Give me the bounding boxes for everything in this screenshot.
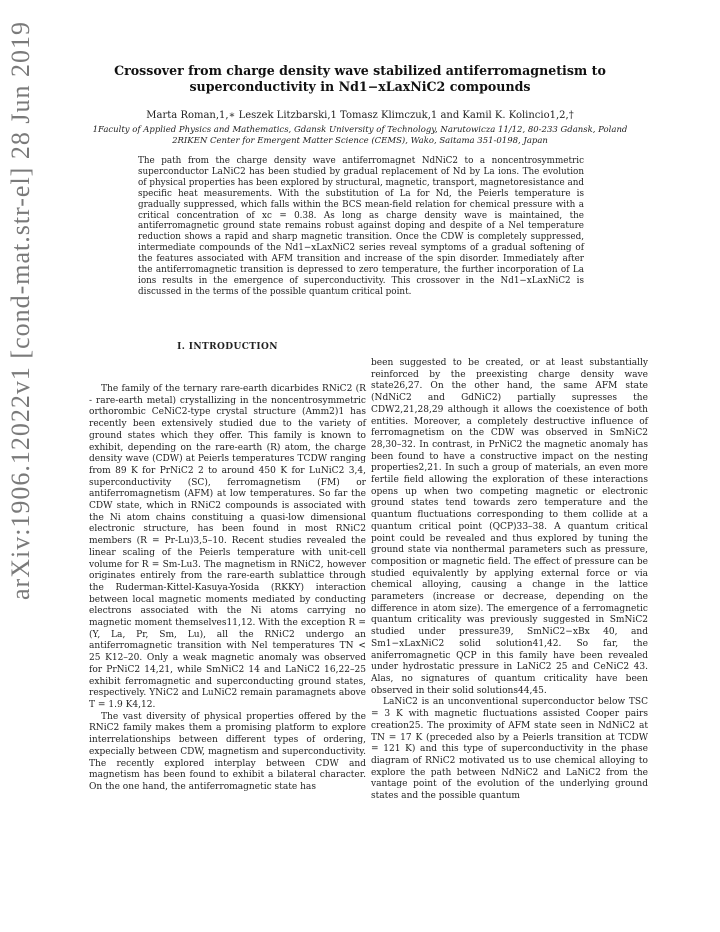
affiliation-2: 2RIKEN Center for Emergent Matter Science (CEMS), Wako, Saitama 351-0198, Japan [172, 136, 548, 146]
intro-paragraph-1: The family of the ternary rare-earth dicarbides RNiC2 (R - rare-earth metal) crystallizing in the noncentrosymmetric orthorombic CeNiC2-type crystal structure (Amm2)1 has recently been extensively studied due to the variety of ground states which they offer. This family is known to exhibit, depending on the rare-earth (R) atom, the charge density wave (CDW) at Peierls temperatures TCDW ranging from 89 K for PrNiC2 2 to around 450 K for LuNiC2 3,4, superconductivity (SC), ferromagnetism (FM) or antiferromagnetism (AFM) at low temperatures. So far the CDW state, which in RNiC2 compounds is associated with the Ni atom chains constituing a quasi-low dimensional electronic structure, has been found in most RNiC2 members (R = Pr-Lu)3,5–10. Recent studies revealed the linear scaling of the Peierls temperature with unit-cell volume for R = Sm-Lu3. The magnetism in RNiC2, however originates entirely from the rare-earth sublattice through the Ruderman-Kittel-Kasuya-Yosida (RKKY) interaction between local magnetic moments mediated by conducting electrons associated with the Ni atoms carrying no magnetic moment themselves11,12. With the exception R = (Y, La, Pr, Sm, Lu), all the RNiC2 undergo an antiferromagnetic transition with Nel temperatures TN < 25 K12–20. Only a weak magnetic anomaly was observed for PrNiC2 14,21, while SmNiC2 14 and LaNiC2 16,22–25 exhibit ferromagnetic and superconducting ground states, respectively. YNiC2 and LuNiC2 remain paramagnets above T = 1.9 K4,12. [89, 384, 366, 710]
left-column [89, 350, 366, 794]
intro-paragraph-2: The vast diversity of physical properties offered by the RNiC2 family makes them a promising platform to explore interrelationships between different types of ordering, expecially between CDW, magnetism and superconductivity. The recently explored interplay between CDW and magnetism has been found to exhibit a bilateral character. On the one hand, the antiferromagnetic state has [89, 711, 366, 792]
intro-paragraph-3: been suggested to be created, or at least substantially reinforced by the preexisting charge density wave state26,27. On the other hand, the same AFM state (NdNiC2 and GdNiC2) partially supresses the CDW2,21,28,29 although it allows the coexistence of both entities. Moreover, a completely destructive influence of ferromagnetism on the CDW was observed in SmNiC2 28,30–32. In contrast, in PrNiC2 the magnetic anomaly has been found to have a constructive impact on the nesting properties2,21. In such a group of materials, an even more fertile field allowing the exploration of these interactions opens up when two competing magnetic or electronic ground states tend towards zero temperature and the quantum fluctuations corresponding to them collide at a quantum critical point (QCP)33–38. A quantum critical point could be revealed and thus explored by tuning the ground state via nonthermal parameters such as pressure, composition or magnetic field. The effect of pressure can be studied equivalently by applying external force or via chemical alloying, causing a change in the lattice parameters (increase or decrease, depending on the difference in atom size). The emergence of a ferromagnetic quantum criticality was previously suggested in SmNiC2 studied under pressure39, SmNiC2−xBx 40, and Sm1−xLaxNiC2 solid solution41,42. So far, the aniferromagnetic QCP in this family have been revealed under hydrostatic pressure in LaNiC2 25 and CeNiC2 43. Alas, no signatures of quantum criticality have been observed in their solid solutions44,45. [371, 358, 648, 696]
arxiv-identifier-stamp: arXiv:1906.12022v1 [cond-mat.str-el] 28 Jun 2019 [6, 21, 35, 600]
author-list: Marta Roman,1,∗ Leszek Litzbarski,1 Tomasz Klimczuk,1 and Kamil K. Kolincio1,2,† [146, 110, 574, 121]
title-line-1: Crossover from charge density wave stabilized antiferromagnetism to [114, 63, 606, 78]
intro-paragraph-4: LaNiC2 is an unconventional superconductor below TSC = 3 K with magnetic fluctuations assisted Cooper pairs creation25. The proximity of AFM state seen in NdNiC2 at TN = 17 K (preceded also by a Peierls transition at TCDW = 121 K) and this type of superconductivity in the phase diagram of RNiC2 motivated us to use chemical alloying to explore the path between NdNiC2 and LaNiC2 from the vantage point of the evolution of the underlying ground states and the possible quantum [371, 697, 648, 802]
section-heading-introduction: I. INTRODUCTION [177, 342, 278, 352]
paper-title [60, 63, 660, 95]
abstract: The path from the charge density wave antiferromagnet NdNiC2 to a noncentrosymmetric superconductor LaNiC2 has been studied by gradual replacement of Nd by La ions. The evolution of physical properties has been explored by structural, magnetic, transport, magnetoresistance and specific heat measurements. With the substitution of La for Nd, the Peierls temperature is gradually suppressed, which falls within the BCS mean-field relation for chemical pressure with a critical concentration of xc = 0.38. As long as charge density wave is maintained, the antiferromagnetic ground state remains robust against doping and despite of a Nel temperature reduction shows a rapid and sharp magnetic transition. Once the CDW is completely suppressed, intermediate compounds of the Nd1−xLaxNiC2 series reveal symptoms of a gradual softening of the features associated with AFM transition and increase of the spin disorder. Immediately after the antiferromagnetic transition is depressed to zero temperature, the further incorporation of La ions results in the emergence of superconductivity. This crossover in the Nd1−xLaxNiC2 is discussed in the terms of the possible quantum critical point. [138, 156, 585, 297]
affiliation-1: 1Faculty of Applied Physics and Mathematics, Gdansk University of Technology, Narutowicza 11/12, 80-233 Gdansk, Poland [92, 125, 628, 135]
affiliations [60, 125, 660, 147]
right-column [371, 358, 648, 803]
title-line-2: superconductivity in Nd1−xLaxNiC2 compounds [189, 79, 531, 94]
